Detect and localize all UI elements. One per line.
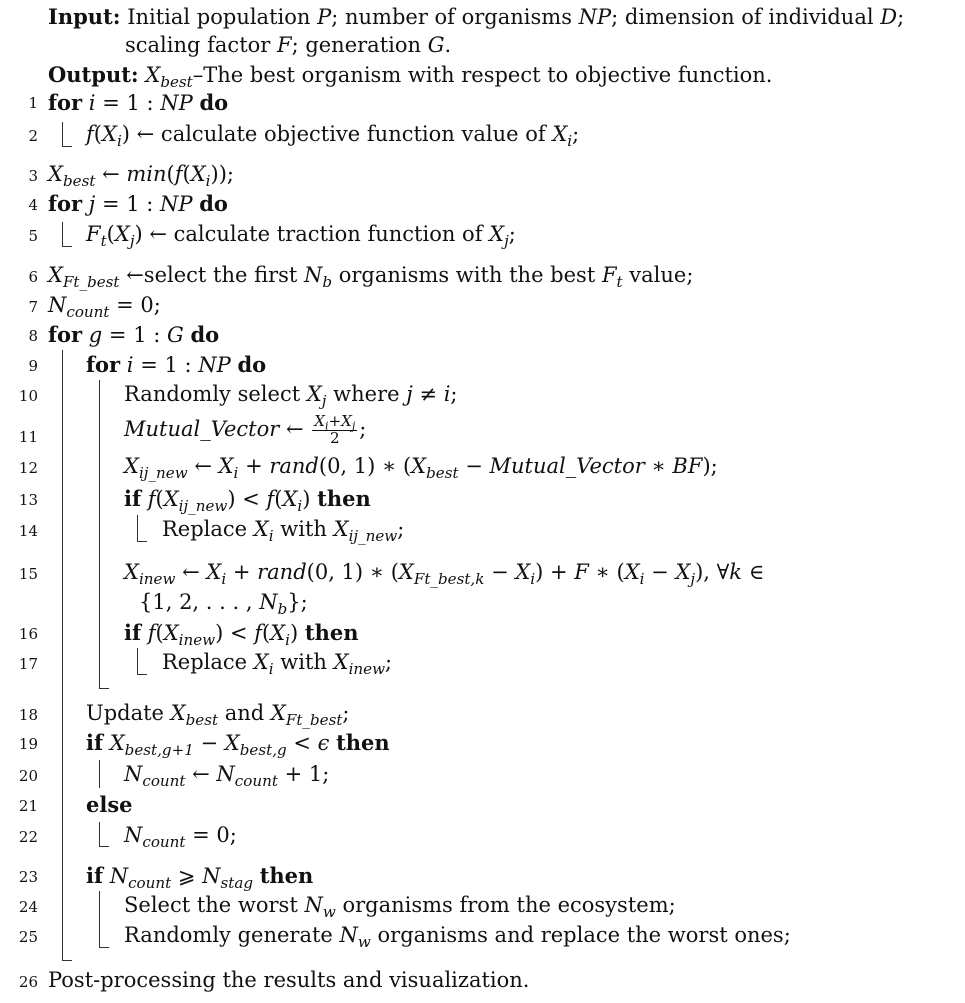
block-hook <box>62 960 72 961</box>
algo-line-22: $N_{count} = 0$; <box>124 823 237 851</box>
line-number: 24 <box>18 898 38 916</box>
line-number: 1 <box>28 94 38 112</box>
algo-line-3: $X_{best}$ ← $\min(f(X_i))$; <box>48 162 234 190</box>
block-hook <box>137 674 147 675</box>
algo-line-25: Randomly generate $N_w$ organisms and replace the worst ones; <box>124 923 791 951</box>
line-number: 23 <box>18 868 38 886</box>
line-number: 4 <box>28 196 38 214</box>
algo-line-23: if $N_{count}$ ⩾ $N_{stag}$ then <box>86 863 314 892</box>
input-line-2: scaling factor F; generation G. <box>125 33 452 57</box>
algo-line-5: $F_t(X_j)$ ← calculate traction function of $X_j$; <box>86 222 516 250</box>
block-bar <box>99 822 100 846</box>
block-hook <box>62 246 72 247</box>
line-number: 7 <box>28 298 38 316</box>
algo-line-14: Replace $X_i$ with $X_{ij\_new}$; <box>162 517 405 545</box>
algo-line-10: Randomly select $X_j$ where j ≠ i; <box>124 382 458 410</box>
algo-line-18: Update $X_{best}$ and $X_{Ft\_best}$; <box>86 701 350 729</box>
output-line: Output: $X_{best}$–The best organism with respect to objective function. <box>48 62 773 91</box>
line-number: 13 <box>18 491 38 509</box>
block-bar <box>137 648 138 674</box>
block-hook <box>99 846 109 847</box>
line-number: 8 <box>28 327 38 345</box>
algo-line-15: $X_{inew}$ ← $X_i$ + rand(0, 1) ∗ $(X_{Ft\_best,k} - X_i) + F$ ∗ $(X_i - X_j)$, ∀k ∈ <box>124 560 765 588</box>
line-number: 15 <box>18 565 38 583</box>
algo-line-2: $f(X_i)$ ← calculate objective function value of $X_i$; <box>86 122 580 150</box>
algo-line-11: Mutual_Vector ← $\frac{X_i+X_j}{2}$ ; <box>124 412 367 447</box>
line-number: 22 <box>18 828 38 846</box>
line-number: 21 <box>18 797 38 815</box>
algo-line-13: if $f(X_{ij\_new}) < f(X_i)$ then <box>124 486 371 515</box>
line-number: 2 <box>28 127 38 145</box>
block-hook <box>99 688 109 689</box>
block-bar <box>62 222 63 246</box>
line-number: 19 <box>18 735 38 753</box>
algo-line-20: $N_{count}$ ← $N_{count} + 1$; <box>124 762 330 790</box>
algo-line-19: if $X_{best,g+1} - X_{best,g} < \epsilon$ then <box>86 730 390 759</box>
line-number: 16 <box>18 625 38 643</box>
line-number: 5 <box>28 227 38 245</box>
algo-line-12: $X_{ij\_new}$ ← $X_i$ + rand(0, 1) ∗ ($X_{best}$ − Mutual_Vector ∗ BF); <box>124 454 718 482</box>
line-number: 11 <box>18 428 38 446</box>
block-hook <box>99 947 109 948</box>
output-label: Output: <box>48 62 139 87</box>
algo-line-21: else <box>86 792 133 817</box>
algo-line-6: $X_{Ft\_best}$ ←select the first $N_b$ organisms with the best $F_t$ value; <box>48 263 694 291</box>
block-bar <box>99 380 100 688</box>
block-bar <box>62 350 63 960</box>
block-hook <box>137 541 147 542</box>
algo-line-8: for g = 1 : G do <box>48 322 220 347</box>
algo-line-24: Select the worst $N_w$ organisms from the ecosystem; <box>124 893 676 921</box>
algo-line-16: if $f(X_{inew}) < f(X_i)$ then <box>124 620 359 649</box>
block-bar <box>99 891 100 947</box>
line-number: 26 <box>18 973 38 991</box>
line-number: 10 <box>18 387 38 405</box>
input-label: Input: <box>48 4 121 29</box>
block-bar <box>62 122 63 146</box>
line-number: 25 <box>18 928 38 946</box>
algo-line-1: for i = 1 : NP do <box>48 90 229 115</box>
line-number: 12 <box>18 459 38 477</box>
line-number: 18 <box>18 706 38 724</box>
line-number: 3 <box>28 167 38 185</box>
algo-line-15-cont: {1, 2, . . . , $N_b$}; <box>139 590 308 618</box>
line-number: 9 <box>28 357 38 375</box>
algo-line-4: for j = 1 : NP do <box>48 191 228 216</box>
line-number: 6 <box>28 268 38 286</box>
block-bar <box>99 760 100 788</box>
line-number: 20 <box>18 767 38 785</box>
algo-line-17: Replace $X_i$ with $X_{inew}$; <box>162 650 393 678</box>
line-number: 17 <box>18 655 38 673</box>
input-line-1: Input: Initial population P; number of organisms NP; dimension of individual D; <box>48 4 905 29</box>
line-number: 14 <box>18 522 38 540</box>
algo-line-9: for i = 1 : NP do <box>86 352 267 377</box>
block-hook <box>62 146 72 147</box>
algo-line-26: Post-processing the results and visualization. <box>48 968 530 992</box>
algo-line-7: $N_{count} = 0$; <box>48 293 161 321</box>
block-bar <box>137 515 138 541</box>
